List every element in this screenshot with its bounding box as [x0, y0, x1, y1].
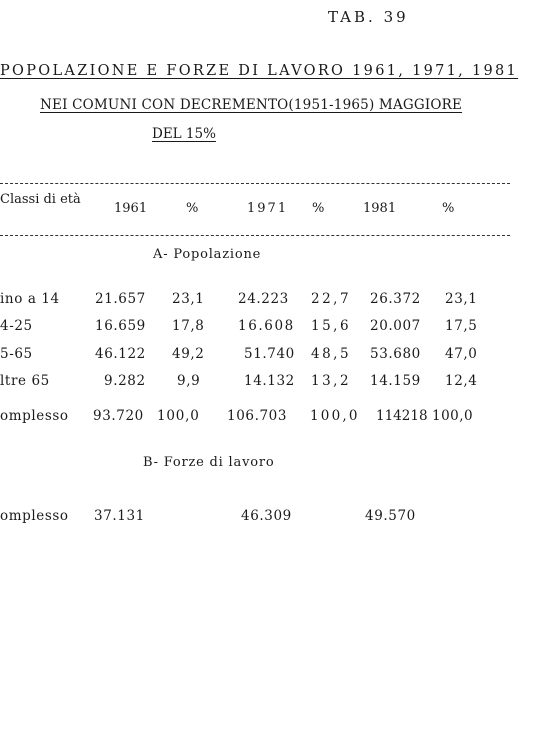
row-label: ltre 65 [0, 373, 50, 389]
row-label: 4-25 [0, 318, 33, 334]
cell-pct-1981: 23,1 [445, 291, 478, 307]
cell-pct-1961: 9,9 [177, 373, 201, 389]
row-label: omplesso [0, 408, 69, 424]
cell-pct-1971: 13,2 [311, 373, 352, 389]
section-b-label: B- Forze di lavoro [143, 455, 275, 470]
cell-1971: 51.740 [244, 346, 295, 362]
cell-1971: 24.223 [238, 291, 289, 307]
column-header-1981: 1981 [363, 201, 397, 216]
cell-1961: 93.720 [93, 408, 144, 424]
cell-1981: 53.680 [370, 346, 421, 362]
column-header-pct-1971: % [312, 201, 325, 216]
column-header-pct-1981: % [442, 201, 455, 216]
cell-pct-1971: 100,0 [310, 408, 360, 424]
cell-1961: 21.657 [95, 291, 146, 307]
cell-1981: 49.570 [365, 508, 416, 524]
column-header-1961: 1961 [114, 201, 148, 216]
cell-1971: 106.703 [227, 408, 288, 424]
top-rule [0, 183, 510, 184]
cell-pct-1981: 12,4 [445, 373, 478, 389]
table-title: POPOLAZIONE E FORZE DI LAVORO 1961, 1971, 1981 [0, 63, 519, 79]
cell-1981: 20.007 [370, 318, 421, 334]
cell-pct-1971: 15,6 [311, 318, 352, 334]
cell-pct-1981: 17,5 [445, 318, 478, 334]
column-header-1971: 1971 [247, 201, 289, 216]
cell-1971: 16.608 [238, 318, 295, 334]
section-a-label: A- Popolazione [153, 247, 262, 262]
row-label: ino a 14 [0, 291, 60, 307]
cell-pct-1981: 47,0 [445, 346, 478, 362]
table-subtitle: NEI COMUNI CON DECREMENTO(1951-1965) MAGGIORE [40, 97, 463, 113]
cell-1981: 114218 [376, 408, 428, 424]
cell-pct-1981: 100,0 [432, 408, 474, 424]
cell-pct-1961: 100,0 [157, 408, 200, 424]
column-header-age-class: Classi di età [0, 192, 81, 207]
cell-pct-1971: 48,5 [311, 346, 352, 362]
cell-1961: 16.659 [95, 318, 146, 334]
cell-pct-1961: 23,1 [172, 291, 205, 307]
cell-1961: 37.131 [94, 508, 145, 524]
cell-1961: 46.122 [95, 346, 146, 362]
row-label: omplesso [0, 508, 69, 524]
table-subtitle-2: DEL 15% [152, 126, 216, 142]
cell-1981: 26.372 [370, 291, 421, 307]
cell-pct-1971: 22,7 [311, 291, 352, 307]
column-header-pct-1961: % [186, 201, 199, 216]
header-rule [0, 235, 510, 236]
cell-pct-1961: 17,8 [172, 318, 205, 334]
cell-1971: 46.309 [241, 508, 292, 524]
cell-1971: 14.132 [244, 373, 295, 389]
cell-1961: 9.282 [104, 373, 146, 389]
row-label: 5-65 [0, 346, 33, 362]
table-number: TAB. 39 [328, 8, 409, 26]
cell-pct-1961: 49,2 [172, 346, 205, 362]
cell-1981: 14.159 [370, 373, 421, 389]
